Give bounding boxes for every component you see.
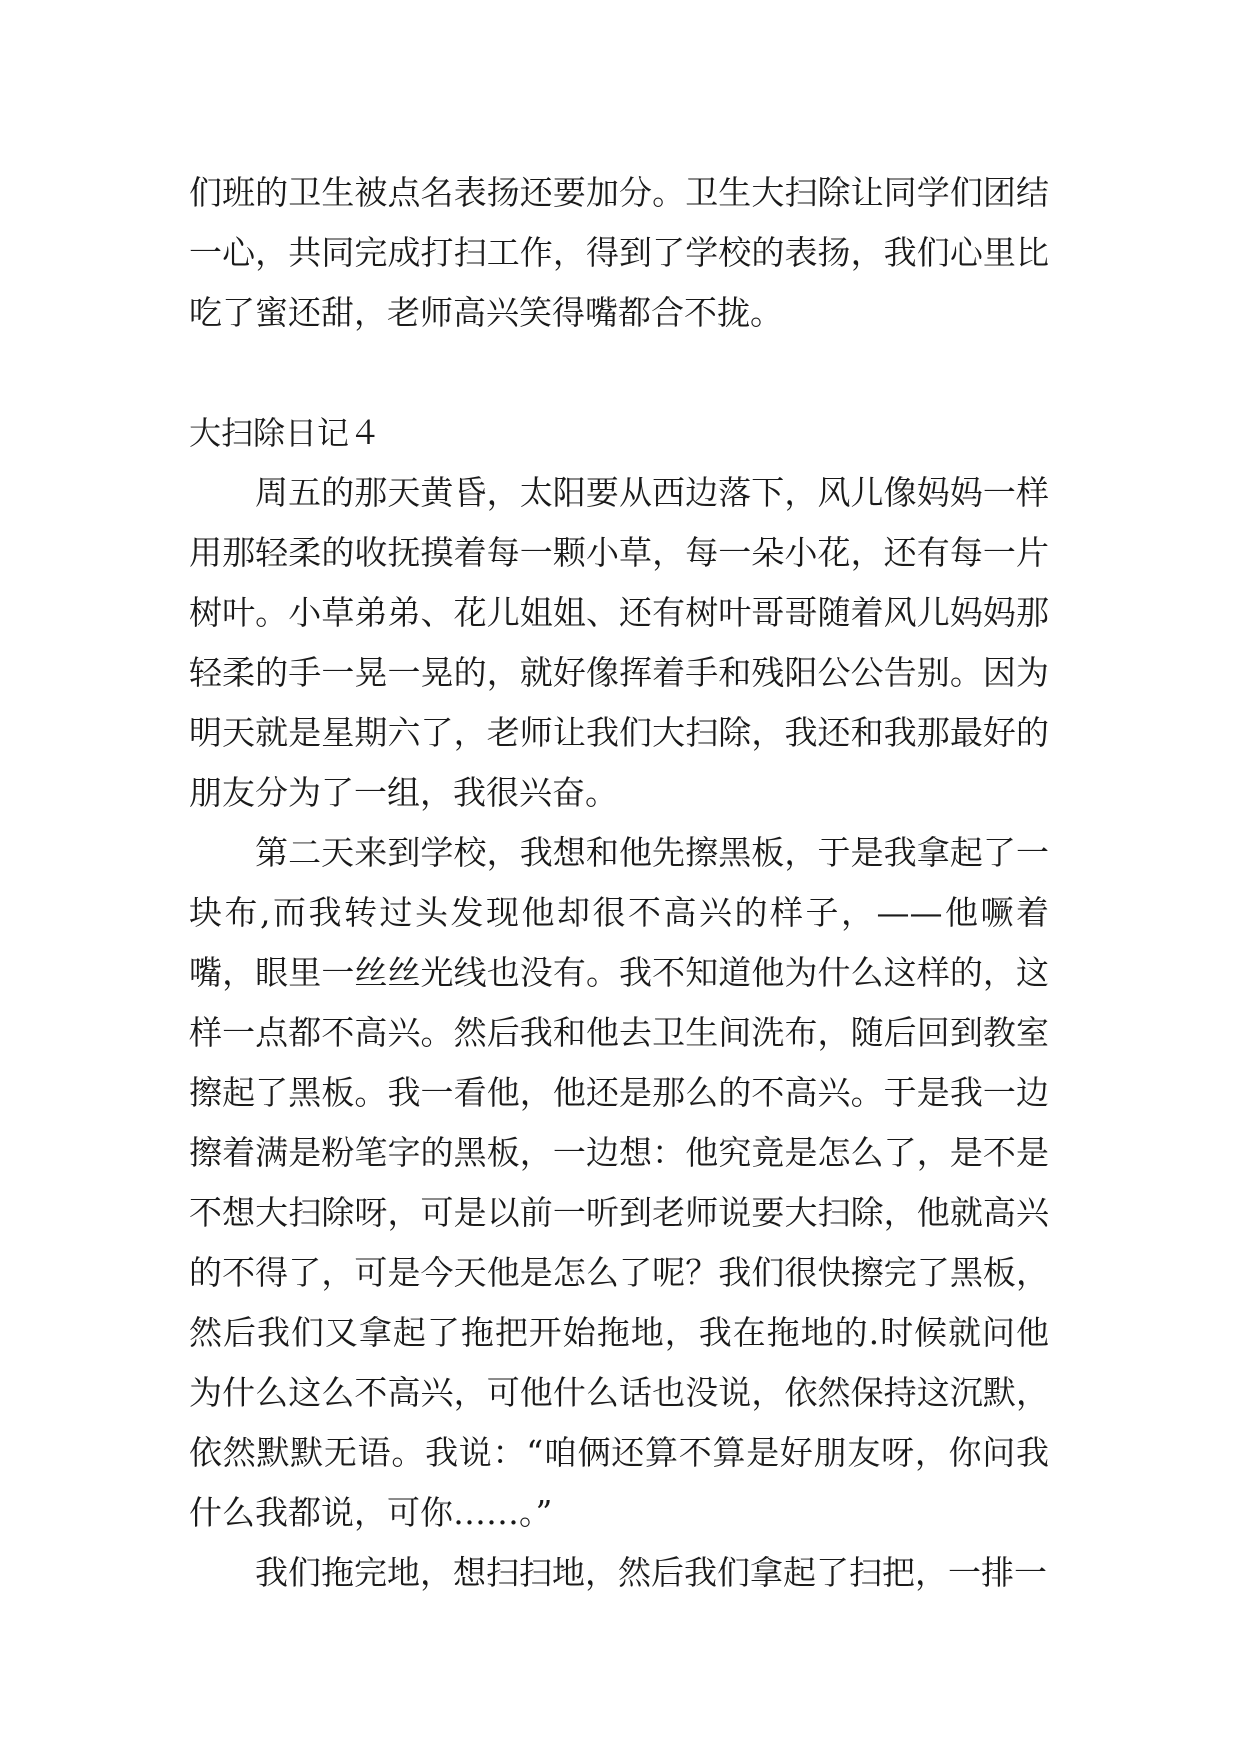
paragraph-2: 第二天来到学校，我想和他先擦黑板，于是我拿起了一块布,而我转过头发现他却很不高兴的样子，——他噘着嘴，眼里一丝丝光线也没有。我不知道他为什么这样的，这样一点都不高兴。然后我和他去卫生间洗布，随后回到教室擦起了黑板。我一看他，他还是那么的不高兴。于是我一边擦着满是粉笔字的黑板，一边想：他究竟是怎么了，是不是不想大扫除呀，可是以前一听到老师说要大扫除，他就高兴的不得了，可是今天他是怎么了呢？我们很快擦完了黑板，然后我们又拿起了拖把开始拖地，我在拖地的.时候就问他为什么这么不高兴，可他什么话也没说，依然保持这沉默，依然默默无语。我说：“咱俩还算不算是好朋友呀，你问我什么我都说，可你……。” [189, 833, 1049, 1532]
section-title: 大扫除日记４ [189, 414, 382, 452]
paragraph-1: 周五的那天黄昏，太阳要从西边落下，风儿像妈妈一样用那轻柔的收抚摸着每一颗小草，每一朵小花，还有每一片树叶。小草弟弟、花儿姐姐、还有树叶哥哥随着风儿妈妈那轻柔的手一晃一晃的，就好像挥着手和残阳公公告别。因为明天就是星期六了，老师让我们大扫除，我还和我那最好的朋友分为了一组，我很兴奋。 [189, 473, 1049, 812]
continued-paragraph: 们班的卫生被点名表扬还要加分。卫生大扫除让同学们团结一心，共同完成打扫工作，得到了学校的表扬，我们心里比吃了蜜还甜，老师高兴笑得嘴都合不拢。 [189, 173, 1049, 332]
document-body [189, 163, 1049, 1603]
paragraph-3: 我们拖完地，想扫扫地，然后我们拿起了扫把，一排一 [255, 1553, 1047, 1592]
